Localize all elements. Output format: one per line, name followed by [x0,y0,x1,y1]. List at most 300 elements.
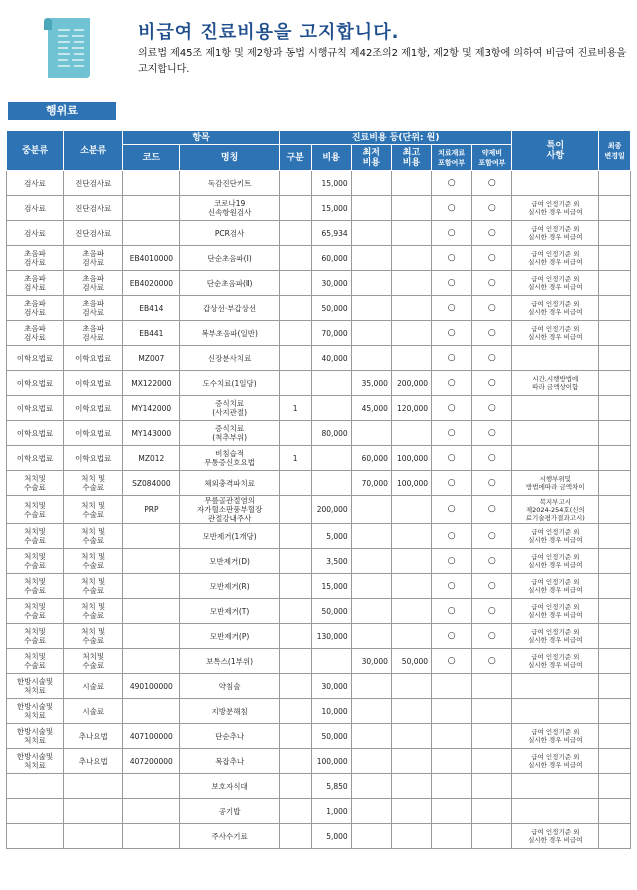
max-cost-cell [391,699,431,724]
min-cost-cell [351,321,391,346]
min-cost-cell [351,171,391,196]
cost-cell: 5,000 [311,824,351,849]
cost-cell: 100,000 [311,749,351,774]
table-row [7,246,631,271]
type-cell [279,624,311,649]
code-cell [123,649,180,674]
updated-cell [599,624,631,649]
major-cell: 검사료 [7,171,64,196]
header-cost-group: 진료비용 등(단위: 원) [279,131,512,145]
cost-cell: 60,000 [311,246,351,271]
table-row [7,271,631,296]
major-cell [7,799,64,824]
name-cell: 코로나19 신속항원검사 [180,196,279,221]
header-major: 중분류 [7,131,64,171]
updated-cell [599,396,631,421]
min-cost-cell: 35,000 [351,371,391,396]
min-cost-cell [351,296,391,321]
major-cell: 한방시술및 처치료 [7,674,64,699]
type-cell [279,371,311,396]
max-cost-cell [391,774,431,799]
fee-table [6,130,631,849]
drug-cell: ○ [472,196,512,221]
name-cell: 독감진단키트 [180,171,279,196]
table-row [7,624,631,649]
material-cell: ○ [432,171,472,196]
code-cell: 407100000 [123,724,180,749]
code-cell: SZ084000 [123,471,180,496]
code-cell [123,599,180,624]
max-cost-cell [391,271,431,296]
updated-cell [599,371,631,396]
table-row [7,421,631,446]
type-cell [279,599,311,624]
name-cell: 모반제거(T) [180,599,279,624]
major-cell: 처치및 수술료 [7,496,64,524]
note-cell [512,799,599,824]
minor-cell: 진단검사료 [64,171,123,196]
header-material: 치료재료 포함여부 [432,145,472,171]
type-cell [279,524,311,549]
drug-cell: ○ [472,321,512,346]
updated-cell [599,171,631,196]
major-cell: 한방시술및 처치료 [7,749,64,774]
note-cell [512,346,599,371]
fee-table-body [7,171,631,849]
min-cost-cell [351,271,391,296]
min-cost-cell [351,421,391,446]
name-cell: 약침술 [180,674,279,699]
drug-cell: ○ [472,221,512,246]
cost-cell: 5,000 [311,524,351,549]
note-cell [512,171,599,196]
code-cell: MZ012 [123,446,180,471]
code-cell: 490100000 [123,674,180,699]
max-cost-cell [391,599,431,624]
updated-cell [599,346,631,371]
material-cell [432,824,472,849]
table-row [7,171,631,196]
max-cost-cell [391,246,431,271]
name-cell: 단순초음파(Ⅱ) [180,271,279,296]
major-cell: 초음파 검사료 [7,296,64,321]
min-cost-cell [351,246,391,271]
drug-cell: ○ [472,471,512,496]
minor-cell [64,774,123,799]
name-cell: 도수치료(1일당) [180,371,279,396]
min-cost-cell [351,346,391,371]
updated-cell [599,496,631,524]
min-cost-cell [351,699,391,724]
header-name: 명칭 [180,145,279,171]
material-cell: ○ [432,549,472,574]
note-cell: 급여 인정기준 외 실시한 경우 비급여 [512,599,599,624]
material-cell: ○ [432,321,472,346]
name-cell: 갑상선·부갑상선 [180,296,279,321]
max-cost-cell [391,674,431,699]
name-cell: 모반제거(P) [180,624,279,649]
min-cost-cell [351,824,391,849]
type-cell [279,246,311,271]
name-cell: 지방분해침 [180,699,279,724]
cost-cell [311,371,351,396]
code-cell: EB4010000 [123,246,180,271]
name-cell: 증식치료 (척추부위) [180,421,279,446]
table-row [7,699,631,724]
code-cell: MZ007 [123,346,180,371]
table-row [7,674,631,699]
drug-cell: ○ [472,624,512,649]
drug-cell: ○ [472,246,512,271]
updated-cell [599,749,631,774]
name-cell: PCR검사 [180,221,279,246]
header-notes: 특이 사항 [512,131,599,171]
name-cell: 비침습적 무통증신호요법 [180,446,279,471]
drug-cell: ○ [472,371,512,396]
cost-cell: 10,000 [311,699,351,724]
updated-cell [599,574,631,599]
minor-cell: 초음파 검사료 [64,271,123,296]
cost-cell: 30,000 [311,674,351,699]
drug-cell: ○ [472,296,512,321]
minor-cell: 초음파 검사료 [64,246,123,271]
major-cell: 초음파 검사료 [7,271,64,296]
min-cost-cell: 70,000 [351,471,391,496]
name-cell: 공기밥 [180,799,279,824]
min-cost-cell [351,524,391,549]
type-cell [279,774,311,799]
material-cell: ○ [432,371,472,396]
material-cell: ○ [432,471,472,496]
drug-cell: ○ [472,446,512,471]
cost-cell: 70,000 [311,321,351,346]
note-cell: 급여 인정기준 외 실시한 경우 비급여 [512,271,599,296]
major-cell: 처치및 수술료 [7,574,64,599]
cost-cell [311,471,351,496]
max-cost-cell [391,171,431,196]
note-cell: 급여 인정기준 외 실시한 경우 비급여 [512,724,599,749]
updated-cell [599,524,631,549]
max-cost-cell: 120,000 [391,396,431,421]
name-cell: 보호자식대 [180,774,279,799]
note-cell: 급여 인정기준 외 실시한 경우 비급여 [512,574,599,599]
note-cell [512,446,599,471]
type-cell [279,824,311,849]
cost-cell: 50,000 [311,599,351,624]
drug-cell: ○ [472,346,512,371]
note-cell: 복지부고시 제2024-254호(신의 료기술평가결과고시) [512,496,599,524]
max-cost-cell: 100,000 [391,471,431,496]
table-row [7,524,631,549]
table-row [7,724,631,749]
updated-cell [599,774,631,799]
code-cell [123,196,180,221]
min-cost-cell [351,799,391,824]
code-cell [123,774,180,799]
min-cost-cell [351,749,391,774]
drug-cell: ○ [472,396,512,421]
updated-cell [599,421,631,446]
cost-cell: 3,500 [311,549,351,574]
note-cell [512,421,599,446]
drug-cell: ○ [472,496,512,524]
name-cell: 무릎골관절염의 자가혈소판풍부혈장 관절강내주사 [180,496,279,524]
drug-cell [472,774,512,799]
material-cell: ○ [432,524,472,549]
material-cell: ○ [432,624,472,649]
major-cell: 처치및 수술료 [7,549,64,574]
header-min-cost: 최저 비용 [351,145,391,171]
header-item-group: 항목 [123,131,280,145]
material-cell [432,774,472,799]
table-row [7,221,631,246]
updated-cell [599,221,631,246]
table-row [7,549,631,574]
type-cell [279,699,311,724]
drug-cell: ○ [472,421,512,446]
updated-cell [599,446,631,471]
document-icon [40,16,96,80]
note-cell: 급여 인정기준 외 실시한 경우 비급여 [512,246,599,271]
header-cost: 비용 [311,145,351,171]
max-cost-cell: 200,000 [391,371,431,396]
note-cell [512,674,599,699]
note-cell [512,699,599,724]
type-cell [279,171,311,196]
name-cell: 보톡스(1부위) [180,649,279,674]
name-cell: 복부초음파(일반) [180,321,279,346]
min-cost-cell [351,624,391,649]
type-cell [279,649,311,674]
name-cell: 단순초음파(I) [180,246,279,271]
table-row [7,774,631,799]
type-cell [279,724,311,749]
max-cost-cell [391,296,431,321]
updated-cell [599,296,631,321]
material-cell: ○ [432,271,472,296]
table-row [7,346,631,371]
updated-cell [599,196,631,221]
minor-cell: 시술료 [64,674,123,699]
updated-cell [599,321,631,346]
major-cell: 검사료 [7,221,64,246]
minor-cell: 처치 및 수술료 [64,549,123,574]
header-code: 코드 [123,145,180,171]
updated-cell [599,649,631,674]
minor-cell [64,799,123,824]
material-cell: ○ [432,496,472,524]
min-cost-cell: 45,000 [351,396,391,421]
major-cell: 처치및 수술료 [7,624,64,649]
min-cost-cell [351,599,391,624]
max-cost-cell [391,346,431,371]
major-cell: 검사료 [7,196,64,221]
note-cell: 급여 인정기준 외 실시한 경우 비급여 [512,624,599,649]
material-cell: ○ [432,446,472,471]
table-row [7,396,631,421]
material-cell [432,799,472,824]
updated-cell [599,799,631,824]
note-cell: 급여 인정기준 외 실시한 경우 비급여 [512,524,599,549]
cost-cell: 30,000 [311,271,351,296]
max-cost-cell [391,749,431,774]
type-cell [279,674,311,699]
max-cost-cell [391,321,431,346]
header-type: 구분 [279,145,311,171]
major-cell: 한방시술및 처치료 [7,699,64,724]
table-row [7,824,631,849]
drug-cell: ○ [472,271,512,296]
minor-cell: 처치및 수술료 [64,649,123,674]
table-row [7,496,631,524]
code-cell: MY143000 [123,421,180,446]
drug-cell [472,749,512,774]
cost-cell: 80,000 [311,421,351,446]
material-cell: ○ [432,196,472,221]
header-drug: 약제비 포함여부 [472,145,512,171]
major-cell: 이학요법료 [7,396,64,421]
type-cell [279,221,311,246]
table-row [7,599,631,624]
note-cell: 급여 인정기준 외 실시한 경우 비급여 [512,749,599,774]
note-cell: 급여 인정기준 외 실시한 경우 비급여 [512,296,599,321]
note-cell: 급여 인정기준 외 실시한 경우 비급여 [512,824,599,849]
updated-cell [599,824,631,849]
minor-cell: 이학요법료 [64,371,123,396]
code-cell: EB441 [123,321,180,346]
major-cell: 이학요법료 [7,421,64,446]
code-cell [123,824,180,849]
updated-cell [599,549,631,574]
note-cell: 급여 인정기준 외 실시한 경우 비급여 [512,321,599,346]
minor-cell: 시술료 [64,699,123,724]
material-cell [432,699,472,724]
code-cell: PRP [123,496,180,524]
minor-cell: 추나요법 [64,724,123,749]
major-cell: 이학요법료 [7,446,64,471]
table-row [7,749,631,774]
major-cell: 초음파 검사료 [7,321,64,346]
max-cost-cell [391,724,431,749]
material-cell [432,674,472,699]
cost-cell [311,396,351,421]
material-cell [432,724,472,749]
note-cell [512,396,599,421]
minor-cell: 진단검사료 [64,221,123,246]
drug-cell: ○ [472,574,512,599]
major-cell: 이학요법료 [7,371,64,396]
code-cell: 407200000 [123,749,180,774]
code-cell [123,574,180,599]
minor-cell: 이학요법료 [64,346,123,371]
max-cost-cell [391,221,431,246]
minor-cell: 처치 및 수술료 [64,624,123,649]
minor-cell: 초음파 검사료 [64,321,123,346]
name-cell: 신장분사치료 [180,346,279,371]
major-cell: 처치및 수술료 [7,524,64,549]
code-cell [123,624,180,649]
updated-cell [599,271,631,296]
min-cost-cell [351,196,391,221]
material-cell [432,749,472,774]
minor-cell: 처치 및 수술료 [64,574,123,599]
note-cell: 시간,시행방법에 따라 금액상이함 [512,371,599,396]
minor-cell: 이학요법료 [64,446,123,471]
type-cell [279,421,311,446]
type-cell [279,271,311,296]
max-cost-cell [391,524,431,549]
type-cell [279,549,311,574]
code-cell [123,799,180,824]
updated-cell [599,471,631,496]
minor-cell: 이학요법료 [64,421,123,446]
code-cell [123,699,180,724]
drug-cell [472,674,512,699]
minor-cell: 진단검사료 [64,196,123,221]
name-cell: 모반제거(D) [180,549,279,574]
type-cell [279,296,311,321]
type-cell [279,749,311,774]
minor-cell: 추나요법 [64,749,123,774]
header-updated: 최종 변경일 [599,131,631,171]
note-cell [512,774,599,799]
note-cell: 급여 인정기준 외 실시한 경우 비급여 [512,221,599,246]
name-cell: 증식치료 (사지관절) [180,396,279,421]
major-cell: 한방시술및 처치료 [7,724,64,749]
drug-cell: ○ [472,549,512,574]
minor-cell: 처치 및 수술료 [64,496,123,524]
type-cell: 1 [279,446,311,471]
table-row [7,321,631,346]
type-cell [279,496,311,524]
major-cell: 초음파 검사료 [7,246,64,271]
name-cell: 모반제거(R) [180,574,279,599]
major-cell: 처치및 수술료 [7,649,64,674]
cost-cell: 5,850 [311,774,351,799]
updated-cell [599,724,631,749]
type-cell [279,471,311,496]
note-cell: 시행부위및 방법에따라 금액차이 [512,471,599,496]
cost-cell: 50,000 [311,296,351,321]
min-cost-cell [351,496,391,524]
updated-cell [599,699,631,724]
cost-cell [311,446,351,471]
name-cell: 모반제거(1개당) [180,524,279,549]
section-label: 행위료 [8,102,116,120]
type-cell [279,321,311,346]
min-cost-cell: 60,000 [351,446,391,471]
table-row [7,371,631,396]
min-cost-cell [351,574,391,599]
material-cell: ○ [432,574,472,599]
code-cell: MX122000 [123,371,180,396]
drug-cell: ○ [472,649,512,674]
cost-cell: 200,000 [311,496,351,524]
minor-cell: 처치 및 수술료 [64,599,123,624]
min-cost-cell [351,774,391,799]
min-cost-cell [351,724,391,749]
max-cost-cell [391,496,431,524]
minor-cell [64,824,123,849]
max-cost-cell [391,824,431,849]
drug-cell [472,724,512,749]
header-max-cost: 최고 비용 [391,145,431,171]
cost-cell: 1,000 [311,799,351,824]
material-cell: ○ [432,221,472,246]
drug-cell: ○ [472,524,512,549]
cost-cell: 15,000 [311,171,351,196]
drug-cell: ○ [472,171,512,196]
